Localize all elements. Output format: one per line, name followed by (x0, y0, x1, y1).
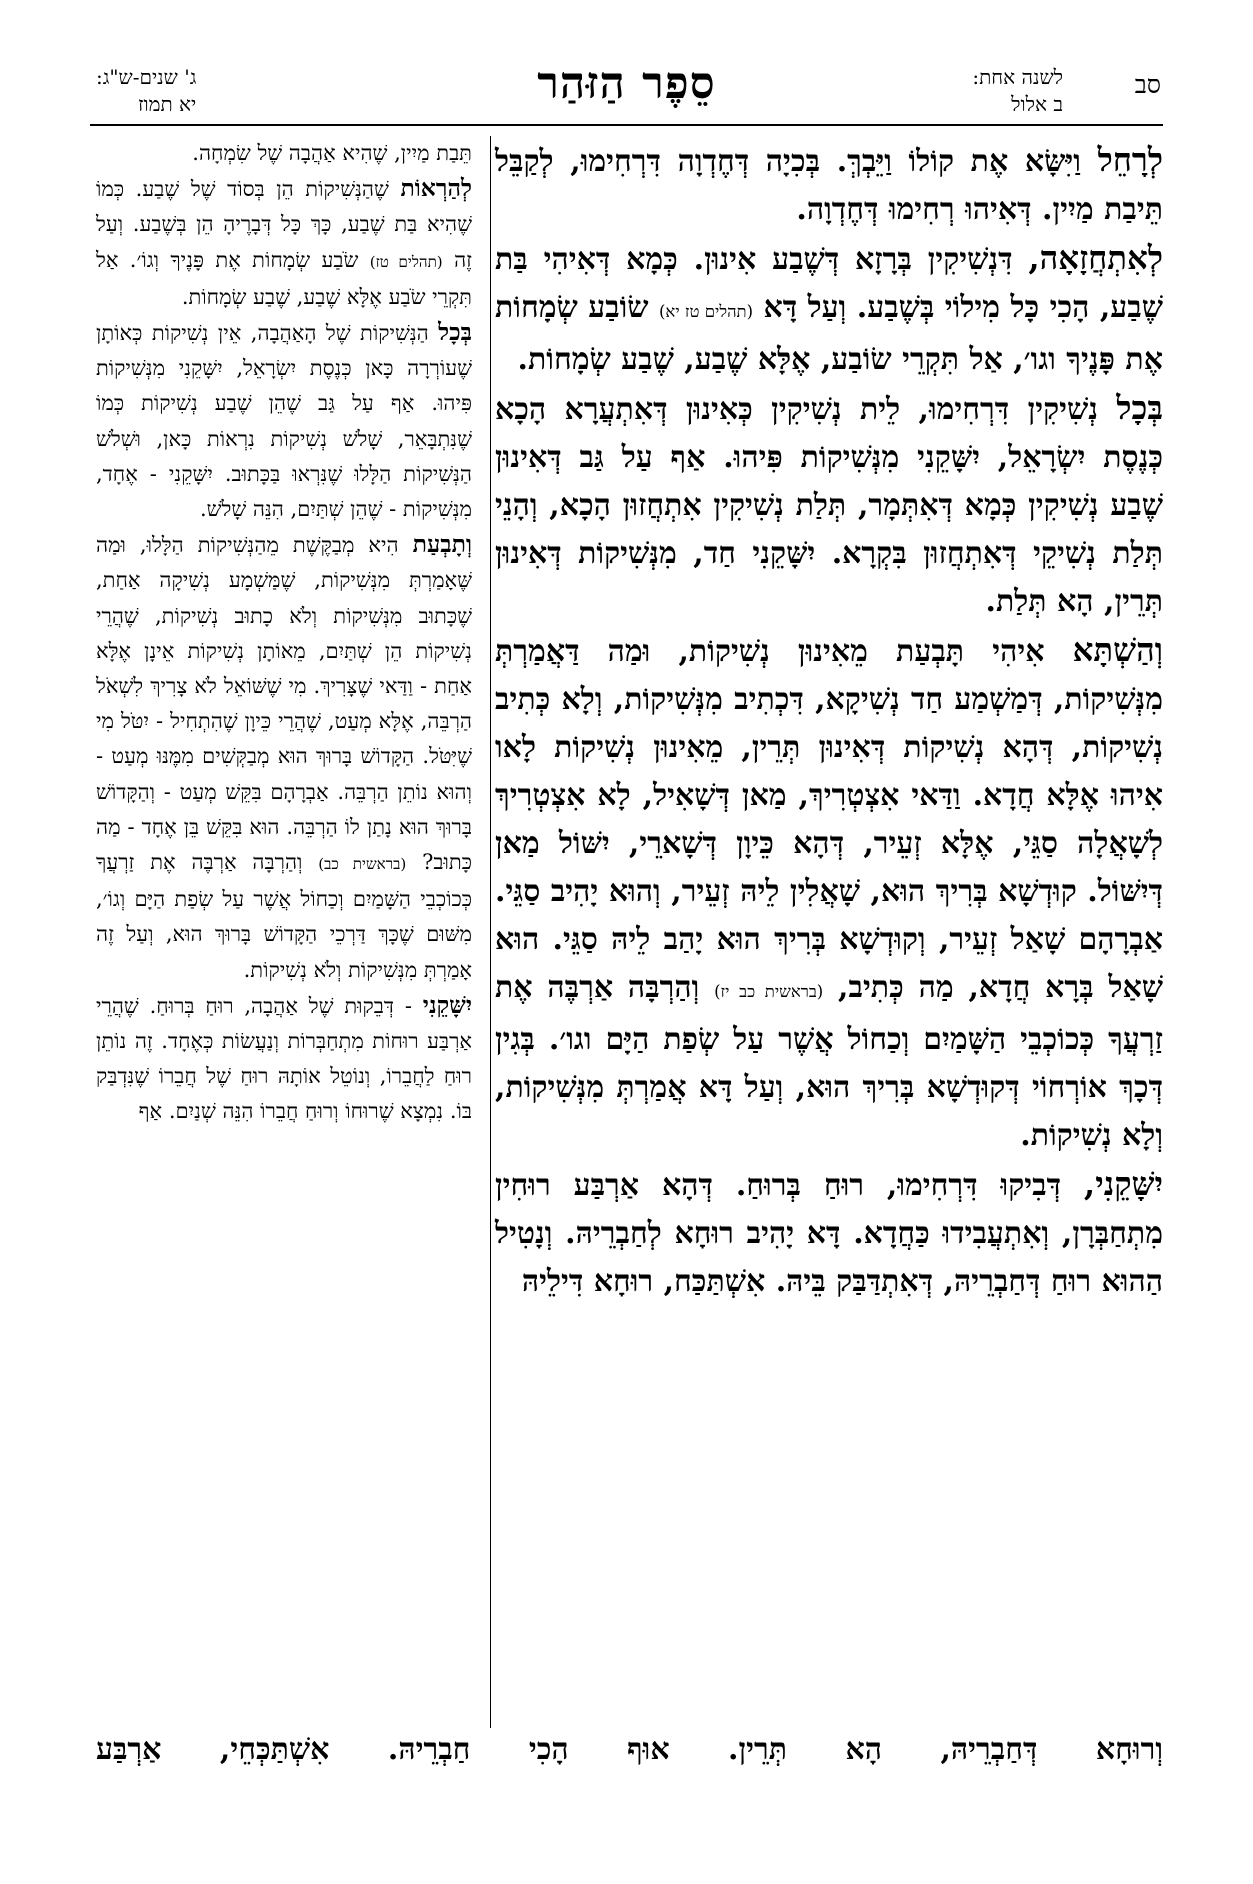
paragraph-text: הִיא מְבַקֶּשֶׁת מֵהַנְּשִׁיקוֹת הַלָּלוּ, וּמַה שֶּׁאָמַרְתְּ מִנְּשִׁיקוֹת, שֶׁמַּשְׁמָע נְשִׁיקָה אַחַת, שֶׁכָּתוּב מִנְּשִׁיקוֹת וְלֹא כָתוּב נְשִׁיקוֹת, שֶׁהֲרֵי נְשִׁיקוֹת הֵן שְׁתַּיִם, מֵאוֹתָן נְשִׁיקוֹת אֵינָן אֶלָּא אַחַת - וַדַּאי שֶׁצָּרִיךְ. מִי שֶׁשּׁוֹאֵל לֹא צָרִיךְ לִשְׁאֹל הַרְבֵּה, אֶלָּא מְעַט, שֶׁהֲרֵי כֵּיוָן שֶׁהִתְחִיל - יִטֹּל מִי שֶׁיִּטֹּל. הַקָּדוֹשׁ בָּרוּךְ הוּא מְבַקְּשִׁים מִמֶּנּוּ מְעַט - וְהוּא נוֹתֵן הַרְבֵּה. אַבְרָהָם בִּקֵּשׁ מְעַט - וְהַקָּדוֹשׁ בָּרוּךְ הוּא נָתַן לוֹ הַרְבֵּה. הוּא בִּקֵּשׁ בֵּן אֶחָד - מַה כָּתוּב? (96, 533, 472, 875)
main-paragraph (495, 384, 1163, 626)
paragraph-text: דְּבִיקוּ דִּרְחִימוּ, רוּחַ בְּרוּחַ. דְּהָא אַרְבַּע רוּחִין מִתְחַבְּרָן, וְאִתְעֲבִידוּ כַּחֲדָא. דָּא יָהִיב רוּחָא לְחַבְרֵיהּ. וְנָטִיל הַהוּא רוּחַ דְּחַבְרֵיהּ, דְּאִתְדַּבַּק בֵּיהּ. אִשְׁתַּכַּח, רוּחָא דִּילֵיהּ (495, 1168, 1163, 1299)
schedule-one-year-date: ב אלול (1011, 92, 1063, 116)
column-divider (490, 136, 491, 1728)
paragraph-text: תֵּבַת מַיִין, שֶׁהִיא אַהֲבָה שֶׁל שִׂמְחָה. (192, 141, 472, 165)
schedule-three-years-date: יא תמוז (137, 92, 197, 116)
paragraph-text: וְהַרְבָּה אַרְבֶּה אֶת זַרְעֲךָ כְּכוֹכְבֵי הַשָּׁמַיִם וְכַחוֹל אֲשֶׁר עַל שְׂפַת הַיָּם וְגוֹ׳, מִשּׁוּם שֶׁכָּךְ דַּרְכֵי הַקָּדוֹשׁ בָּרוּךְ הוּא, וְעַל זֶה אָמַרְתְּ מִנְּשִׁיקוֹת וְלֹא נְשִׁיקוֹת. (96, 850, 472, 982)
schedule-one-year: לשנה אחת: (972, 65, 1063, 89)
paragraph-text: וַיִּשָּׂא אֶת קוֹלוֹ וַיֵּבְךְּ. בְּכִיָה דְּחֶדְוָה דִּרְחִימוּ, לְקַבֵּל תֵּיבַת מַיִין. דְּאִיהוּ רְחִימוּ דְּחֶדְוָה. (495, 144, 1163, 227)
paragraph-text: וְהַרְבָּה אַרְבֶּה אֶת זַרְעֲךָ כְּכוֹכְבֵי הַשָּׁמַיִם וְכַחוֹל אֲשֶׁר עַל שְׂפַת הַיָּם וגו׳. בְּגִין דְּכָךְ אוֹרְחוֹי דְּקוּדְשָׁא בְּרִיךְ הוּא, וְעַל דָּא אֲמַרְתְּ מִנְּשִׁיקוֹת, וְלָא נְשִׁיקוֹת. (495, 970, 1163, 1153)
paragraph-lead-word: יִשָּׁקֵנִי, (1083, 1165, 1163, 1203)
paragraph-text: נְשִׁיקִין דִּרְחִימוּ, לֵית נְשִׁיקִין כְּאִינוּן דְּאִתְעֲרָא הָכָא כְּנֶסֶת יִשְׂרָאֵל, יִשָּׁקֵנִי מִנְּשִׁיקוֹת פִּיהוּ. אַף עַל גַּב דְּאִינוּן שֶׁבַע נְשִׁיקִין כְּמָא דְּאִתְּמָר, תְּלַת נְשִׁיקִין אִתְחֲזוּן הָכָא, וְהָנֵי תְּלַת נְשִׁיקֵי דְּאִתְחֲזוּן בִּקְרָא. יִשָּׁקֵנִי חַד, מִנְּשִׁיקוֹת דְּאִינוּן תְּרֵין, הָא תְּלַת. (495, 392, 1163, 619)
main-paragraph (495, 1160, 1163, 1306)
side-paragraph (96, 136, 472, 171)
page-number: סב (1134, 70, 1161, 99)
schedule-three-years: ג' שנים-ש"ג: (96, 65, 197, 89)
translation-column (96, 136, 472, 1130)
side-paragraph (96, 315, 472, 527)
paragraph-lead-word: בְּכָל (438, 318, 472, 347)
reading-schedule-left (96, 64, 196, 118)
paragraph-lead-word: יִשָּׁקֵנִי (422, 990, 472, 1019)
paragraph-lead-word: לְאִתְחֲזָאָה, (1028, 239, 1163, 277)
paragraph-lead-word: וְהַשְׁתָּא (1072, 631, 1163, 669)
main-paragraph (495, 626, 1163, 1160)
verse-reference: (בראשית כב) (318, 855, 407, 874)
paragraph-lead-word: לְרָחֵל (1097, 141, 1163, 179)
paragraph-text: - דְּבֵקוּת שֶׁל אַהֲבָה, רוּחַ בְּרוּחַ. שֶׁהֲרֵי אַרְבַּע רוּחוֹת מִתְחַבְּרוֹת וְנַעֲשׂוֹת כְּאֶחָד. זֶה נוֹתֵן רוּחַ לַחֲבֵרוֹ, וְנוֹטֵל אוֹתָהּ רוּחַ שֶׁל חֲבֵרוֹ שֶׁנִּדְבַּק בּוֹ. נִמְצָא שֶׁרוּחוֹ וְרוּחַ חֲבֵרוֹ הִנֵּה שְׁנַיִם. אַף (96, 993, 472, 1124)
main-paragraph (495, 234, 1163, 384)
verse-reference: (בראשית כב יז) (714, 982, 824, 1001)
bottom-full-width-line: וְרוּחָא דְּחַבְרֵיהּ, הָא תְּרֵין. אוּף הָכִי חַבְרֵיהּ. אִשְׁתַּכְּחֵי, אַרְבַּע (96, 1732, 1163, 1767)
book-title: סֵפֶר הַזּהַר (537, 58, 716, 109)
header-rule (90, 124, 1163, 126)
verse-reference: (תהלים טז) (369, 252, 443, 271)
verse-reference: (תהלים טז יא) (659, 302, 754, 321)
side-paragraph (96, 988, 472, 1130)
paragraph-text: שׂוֹבַע שְׂמָחוֹת אֶת פָּנֶיךָ וגו׳, אַל תִּקְרֵי שׂוֹבַע, אֶלָּא שֶׁבַע, שֶׁבַע שְׂמָחוֹת. (495, 290, 1163, 377)
paragraph-text: דִּנְשִׁיקִין בְּרָזָא דְּשֶׁבַע אִינוּן. כְּמָא דְּאִיהִי בַּת שֶׁבַע, הָכִי כָּל מִילוֹי בְּשֶׁבַע. וְעַל דָּא (495, 242, 1163, 325)
paragraph-lead-word: בְּכָל (1116, 389, 1163, 427)
paragraph-lead-word: לְהַרְאוֹת (400, 174, 472, 203)
paragraph-lead-word: וְתָבְעַת (412, 530, 472, 559)
page-header (0, 50, 1253, 130)
side-paragraph (96, 527, 472, 988)
main-paragraph (495, 136, 1163, 234)
paragraph-text: שֶׁהַנְּשִׁיקוֹת הֵן בְּסוֹד שֶׁל שֶׁבַע. כְּמוֹ שֶׁהִיא בַּת שֶׁבַע, כָּךְ כָּל דְּבָרֶיהָ הֵן בְּשֶׁבַע. וְעַל זֶה (96, 177, 473, 272)
paragraph-text: אִיהִי תָּבְעַת מֵאִינוּן נְשִׁיקוֹת, וּמַה דַּאֲמַרְתְּ מִנְּשִׁיקוֹת, דְּמַשְׁמַע חַד נְשִׁיקָא, דִּכְתִיב מִנְּשִׁיקוֹת, וְלָא כְּתִיב נְשִׁיקוֹת, דְּהָא נְשִׁיקוֹת דְּאִינוּן תְּרֵין, מֵאִינוּן נְשִׁיקוֹת לָאו אִיהוּ אֶלָּא חֲדָא. וַדַּאי אִצְטְרִיךְ, מַאן דְּשָׁאִיל, לָא אִצְטְרִיךְ לְשָׁאֲלָה סַגֵּי, אֶלָּא זְעֵיר, דְּהָא כֵּיוָן דְּשָׁארֵי, יִשּׁוֹל מַאן דְּיִשּׁוֹל. קוּדְשָׁא בְּרִיךְ הוּא, שָׁאֲלִין לֵיהּ זְעֵיר, וְהוּא יָהִיב סַגֵּי. אַבְרָהָם שָׁאַל זְעֵיר, וְקוּדְשָׁא בְּרִיךְ הוּא יָהַב לֵיהּ סַגֵּי. הוּא שָׁאַל בְּרָא חֲדָא, מַה כְּתִיב, (495, 634, 1163, 1005)
side-paragraph (96, 171, 472, 315)
paragraph-text: שֹׂבַע שְׂמָחוֹת אֶת פָּנֶיךָ וְגוֹ׳. אַל תִּקְרֵי שֹׂבַע אֶלָּא שֶׁבַע, שֶׁבַע שְׂמָחוֹת. (96, 247, 472, 309)
main-text-column (495, 136, 1163, 1306)
paragraph-text: הַנְּשִׁיקוֹת שֶׁל הָאַהֲבָה, אֵין נְשִׁיקוֹת כְּאוֹתָן שֶׁעוֹרְרָה כָּאן כְּנֶסֶת יִשְׂרָאֵל, יִשָּׁקֵנִי מִנְּשִׁיקוֹת פִּיהוּ. אַף עַל גַּב שֶׁהֵן שֶׁבַע נְשִׁיקוֹת כְּמוֹ שֶׁנִּתְבָּאֵר, שָׁלֹשׁ נְשִׁיקוֹת נִרְאוֹת כָּאן, וּשְׁלֹשׁ הַנְּשִׁיקוֹת הַלָּלוּ שֶׁנִּרְאוּ בַּכָּתוּב. יִשָּׁקֵנִי - אֶחָד, מִנְּשִׁיקוֹת - שֶׁהֵן שְׁתַּיִם, הִנֵּה שָׁלֹשׁ. (96, 321, 472, 522)
